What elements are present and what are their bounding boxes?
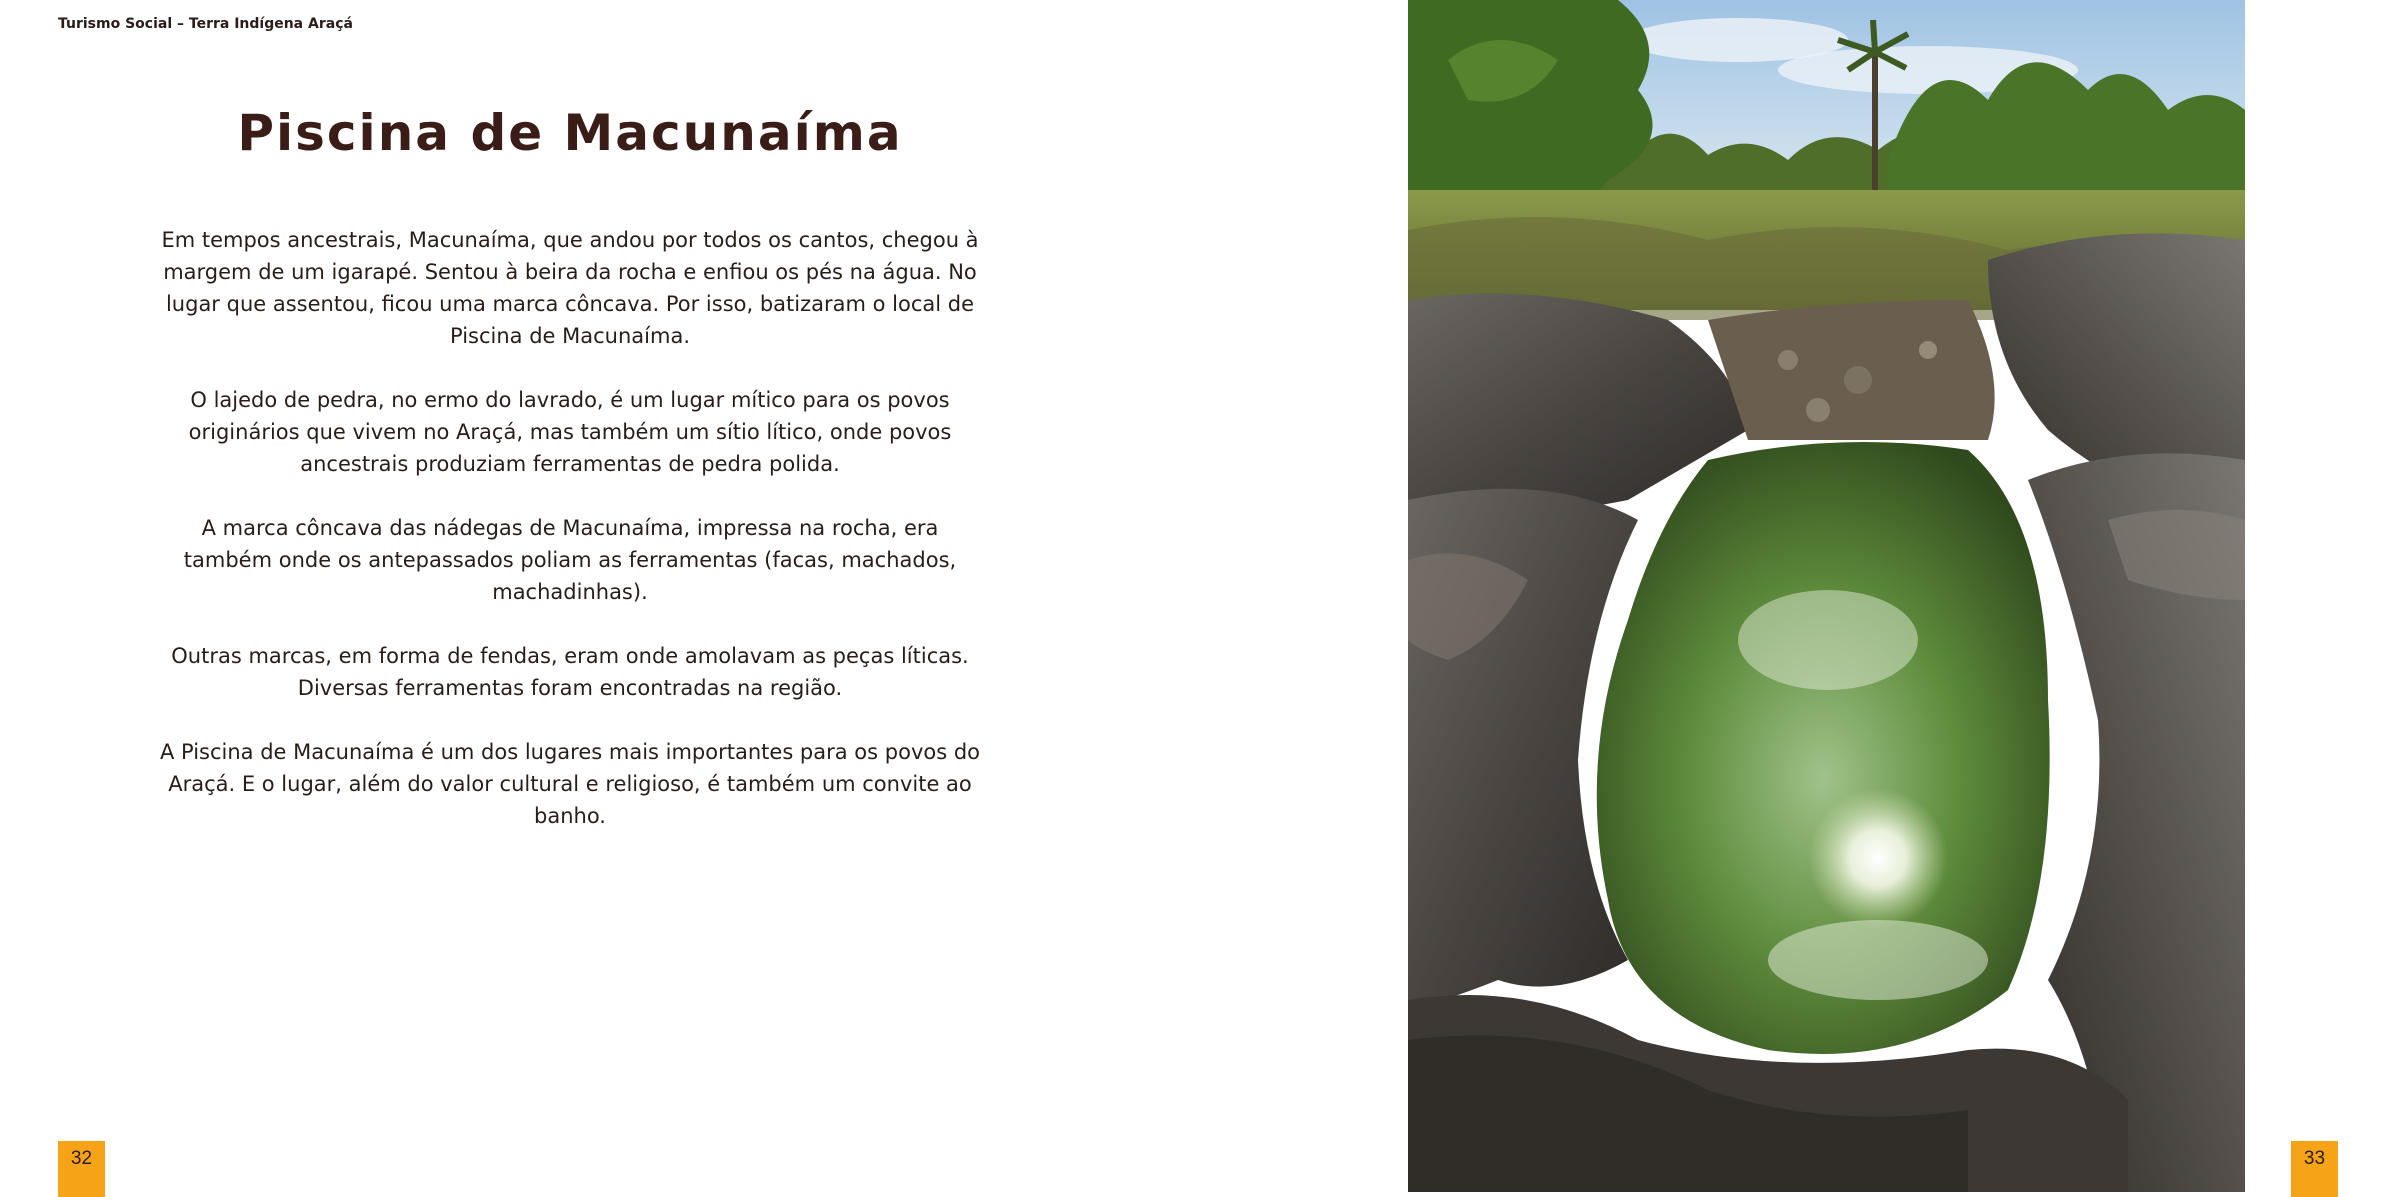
paragraph: Outras marcas, em forma de fendas, eram onde amolavam as peças líticas. Diversas ferramentas foram encontradas na região. bbox=[171, 644, 969, 700]
rock-pool-photo bbox=[1408, 0, 2245, 1192]
paragraph: A Piscina de Macunaíma é um dos lugares mais importantes para os povos do Araçá. E o lugar, além do valor cultural e religioso, é também um convite ao banho. bbox=[159, 740, 981, 828]
article-body bbox=[158, 224, 982, 864]
page-number-left: 32 bbox=[58, 1141, 105, 1197]
page-number-right: 33 bbox=[2291, 1141, 2338, 1197]
paragraph: O lajedo de pedra, no ermo do lavrado, é um lugar mítico para os povos originários que vivem no Araçá, mas também um sítio lítico, onde povos ancestrais produziam ferramentas de pedra polida. bbox=[188, 388, 952, 476]
running-header: Turismo Social – Terra Indígena Araçá bbox=[58, 16, 353, 32]
paragraph: Em tempos ancestrais, Macunaíma, que andou por todos os cantos, chegou à margem de um igarapé. Sentou à beira da rocha e enfiou os pés na água. No lugar que assentou, ficou uma marca côncava. Por isso, batizaram o local de Piscina de Macunaíma. bbox=[161, 228, 979, 348]
page-title: Piscina de Macunaíma bbox=[237, 104, 903, 162]
paragraph: A marca côncava das nádegas de Macunaíma, impressa na rocha, era também onde os antepassados poliam as ferramentas (facas, machados, machadinhas). bbox=[183, 516, 957, 604]
